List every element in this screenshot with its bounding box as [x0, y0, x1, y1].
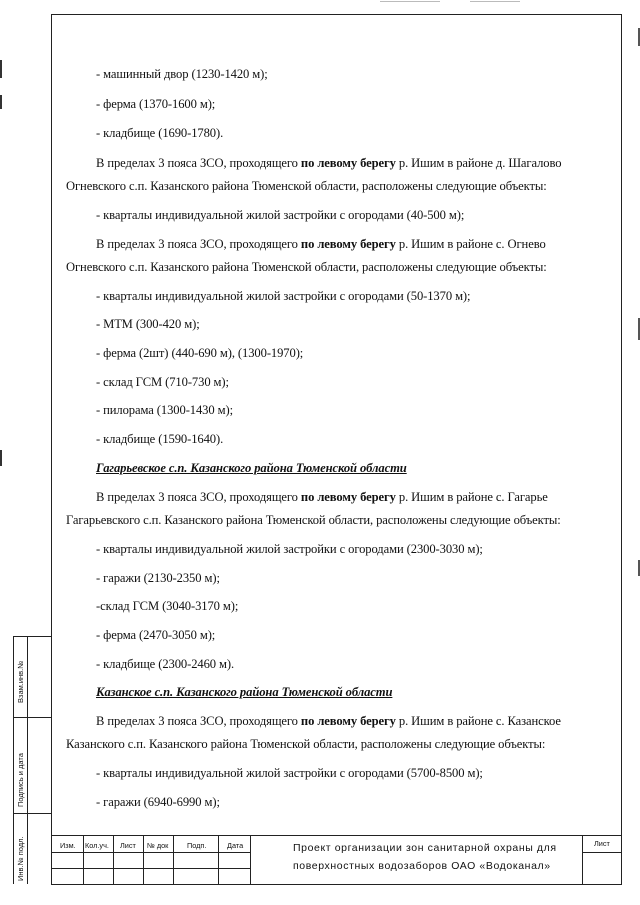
sheet-label: Лист: [594, 839, 610, 848]
list-item: - ферма (1370-1600 м);: [96, 97, 216, 111]
list-item: - МТМ (300-420 м);: [96, 317, 200, 331]
stamp-divider: [14, 813, 51, 814]
list-item: - гаражи (6940-6990 м);: [96, 795, 220, 809]
title-block-divider: [582, 852, 622, 853]
side-stamp: [13, 636, 51, 884]
scan-artifact: [470, 1, 520, 2]
column-label: Изм.: [60, 841, 76, 850]
document-title: Проект организации зон санитарной охраны для: [293, 842, 557, 854]
column-label: Кол.уч.: [85, 841, 109, 850]
list-item: - кварталы индивидуальной жилой застройки с огородами (5700-8500 м);: [96, 766, 483, 780]
title-block: [51, 835, 622, 885]
side-label-inventory: Инв.№ подл.: [16, 836, 25, 881]
binding-mark: [0, 60, 2, 78]
list-item: - машинный двор (1230-1420 м);: [96, 67, 268, 81]
list-item: - кварталы индивидуальной жилой застройки с огородами (50-1370 м);: [96, 289, 471, 303]
list-item: - ферма (2470-3050 м);: [96, 628, 216, 642]
list-item: -склад ГСМ (3040-3170 м);: [96, 599, 239, 613]
paragraph-line: В пределах 3 пояса ЗСО, проходящего по левому берегу р. Ишим в районе с. Гагарье: [96, 490, 548, 504]
paragraph-line: В пределах 3 пояса ЗСО, проходящего по левому берегу р. Ишим в районе с. Казанское: [96, 714, 561, 728]
list-item: - кладбище (1690-1780).: [96, 126, 224, 140]
stamp-divider: [27, 637, 28, 884]
list-item: - кварталы индивидуальной жилой застройки с огородами (40-500 м);: [96, 208, 465, 222]
title-block-divider: [250, 836, 251, 885]
title-block-divider: [218, 836, 219, 885]
list-item: - пилорама (1300-1430 м);: [96, 403, 233, 417]
binding-mark: [0, 95, 2, 109]
emphasis: по левому берегу: [300, 490, 396, 504]
section-heading: Гагарьевское с.п. Казанского района Тюменской области: [96, 461, 407, 475]
paragraph-line: Огневского с.п. Казанского района Тюменской области, расположены следующие объекты:: [66, 179, 547, 193]
side-label-signature: Подпись и дата: [16, 753, 25, 807]
emphasis: по левому берегу: [300, 156, 396, 170]
list-item: - кварталы индивидуальной жилой застройки с огородами (2300-3030 м);: [96, 542, 483, 556]
title-block-divider: [51, 836, 52, 885]
list-item: - гаражи (2130-2350 м);: [96, 571, 220, 585]
binding-mark: [0, 450, 2, 466]
title-block-divider: [51, 868, 250, 869]
column-label: № док: [147, 841, 169, 850]
emphasis: по левому берегу: [300, 237, 396, 251]
column-label: Подп.: [187, 841, 207, 850]
paragraph-line: Казанского с.п. Казанского района Тюменской области, расположены следующие объекты:: [66, 737, 546, 751]
title-block-divider: [113, 836, 114, 885]
side-label-replacement: Взам.инв.№: [16, 660, 25, 703]
scan-artifact: [380, 1, 440, 2]
paragraph-line: Гагарьевского с.п. Казанского района Тюменской области, расположены следующие объекты:: [66, 513, 561, 527]
list-item: - кладбище (1590-1640).: [96, 432, 224, 446]
paragraph-line: В пределах 3 пояса ЗСО, проходящего по левому берегу р. Ишим в районе с. Огнево: [96, 237, 546, 251]
title-block-divider: [51, 852, 250, 853]
page-frame: [51, 14, 622, 885]
list-item: - ферма (2шт) (440-690 м), (1300-1970);: [96, 346, 304, 360]
title-block-divider: [83, 836, 84, 885]
paragraph-line: В пределах 3 пояса ЗСО, проходящего по левому берегу р. Ишим в районе д. Шагалово: [96, 156, 562, 170]
title-block-divider: [173, 836, 174, 885]
emphasis: по левому берегу: [300, 714, 396, 728]
stamp-divider: [14, 717, 51, 718]
list-item: - склад ГСМ (710-730 м);: [96, 375, 229, 389]
column-label: Дата: [227, 841, 244, 850]
section-heading: Казанское с.п. Казанского района Тюменской области: [96, 685, 393, 699]
scan-top-edge: [0, 0, 640, 3]
title-block-divider: [143, 836, 144, 885]
document-title: поверхностных водозаборов ОАО «Водоканал»: [293, 860, 551, 872]
title-block-divider: [582, 836, 583, 885]
column-label: Лист: [120, 841, 136, 850]
paragraph-line: Огневского с.п. Казанского района Тюменской области, расположены следующие объекты:: [66, 260, 547, 274]
list-item: - кладбище (2300-2460 м).: [96, 657, 235, 671]
